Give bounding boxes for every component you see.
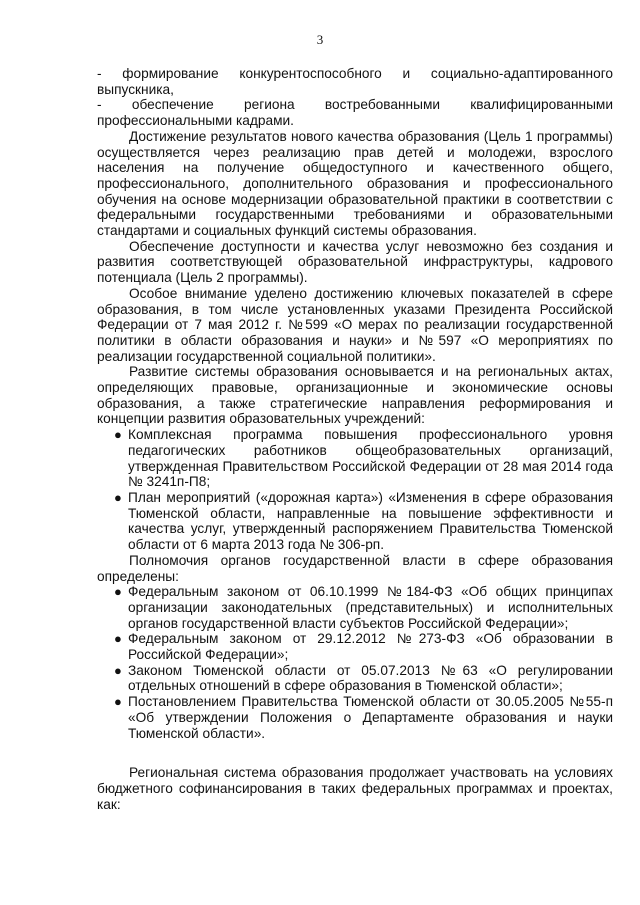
list-item	[97, 663, 613, 694]
bullet-list-laws	[97, 584, 613, 741]
paragraph: Обеспечение доступности и качества услуг невозможно без создания и развития соответствующей образовательной инфраструктуры, кадрового потенциала (Цель 2 программы).	[97, 238, 613, 286]
list-item	[97, 490, 613, 553]
dash-item: - обеспечение региона востребованными квалифицированными профессиональными кадрами.	[97, 97, 613, 129]
paragraph: Достижение результатов нового качества образования (Цель 1 программы) осуществляется через реализацию прав детей и молодежи, взрослого населения на получение общедоступного и качественного общего, профессионального, дополнительного образования и профессионального обучения на основе модернизации образовательной практики в соответствии с федеральными государственными требованиями и образовательными стандартами и социальных функций системы образования.	[97, 128, 613, 239]
bullet-icon: ●	[114, 584, 122, 600]
list-item-text: План мероприятий («дорожная карта») «Изменения в сфере образования Тюменской области, направленные на повышение эффективности и качества услуг, утвержденный распоряжением Правительства Тюменской области от 6 марта 2013 года № 306-рп.	[128, 489, 613, 553]
list-item-text: Законом Тюменской области от 05.07.2013 №63 «О регулировании отдельных отношений в сфере образования в Тюменской области»;	[128, 662, 613, 694]
paragraph: Региональная система образования продолжает участвовать на условиях бюджетного софинансирования в таких федеральных программах и проектах, как:	[97, 765, 613, 812]
page-number: 3	[316, 32, 324, 47]
paragraph: Полномочия органов государственной власти в сфере образования определены:	[97, 552, 613, 584]
paragraph: Особое внимание уделено достижению ключевых показателей в сфере образования, в том числе установленных указами Президента Российской Федерации от 7 мая 2012 г. №599 «О мерах по реализации государственной политики в области образования и науки» и №597 «О мероприятиях по реализации государственной социальной политики».	[97, 285, 613, 364]
bullet-icon: ●	[114, 694, 122, 710]
paragraph: Развитие системы образования основывается и на региональных актах, определяющих правовые, организационные и экономические основы образования, а также стратегические направления реформирования и концепции развития образовательных учреждений:	[97, 364, 613, 427]
spacer	[97, 741, 613, 765]
bullet-icon: ●	[114, 662, 122, 678]
list-item-text: Постановлением Правительства Тюменской области от 30.05.2005 №55-п «Об утверждении Положения о Департаменте образования и науки Тюменской области».	[128, 694, 613, 741]
document-body	[97, 66, 613, 812]
list-item-text: Федеральным законом от 06.10.1999 №184-ФЗ «Об общих принципах организации законодательных (представительных) и исполнительных органов государственной власти субъектов Российской Федерации»;	[128, 584, 613, 631]
list-item-text: Комплексная программа повышения профессионального уровня педагогических работников общеобразовательных организаций, утвержденная Правительством Российской Федерации от 28 мая 2014 года № 3241п-П8;	[128, 427, 613, 490]
bullet-icon: ●	[114, 427, 122, 443]
bullet-icon: ●	[114, 489, 122, 505]
list-item	[97, 694, 613, 741]
bullet-list-programs	[97, 427, 613, 553]
list-item	[97, 584, 613, 631]
bullet-icon: ●	[114, 631, 122, 647]
list-item	[97, 631, 613, 662]
list-item-text: Федеральным законом от 29.12.2012 №273-ФЗ «Об образовании в Российской Федерации»;	[128, 631, 613, 663]
list-item	[97, 427, 613, 490]
dash-item: - формирование конкурентоспособного и социально-адаптированного выпускника,	[97, 66, 613, 97]
